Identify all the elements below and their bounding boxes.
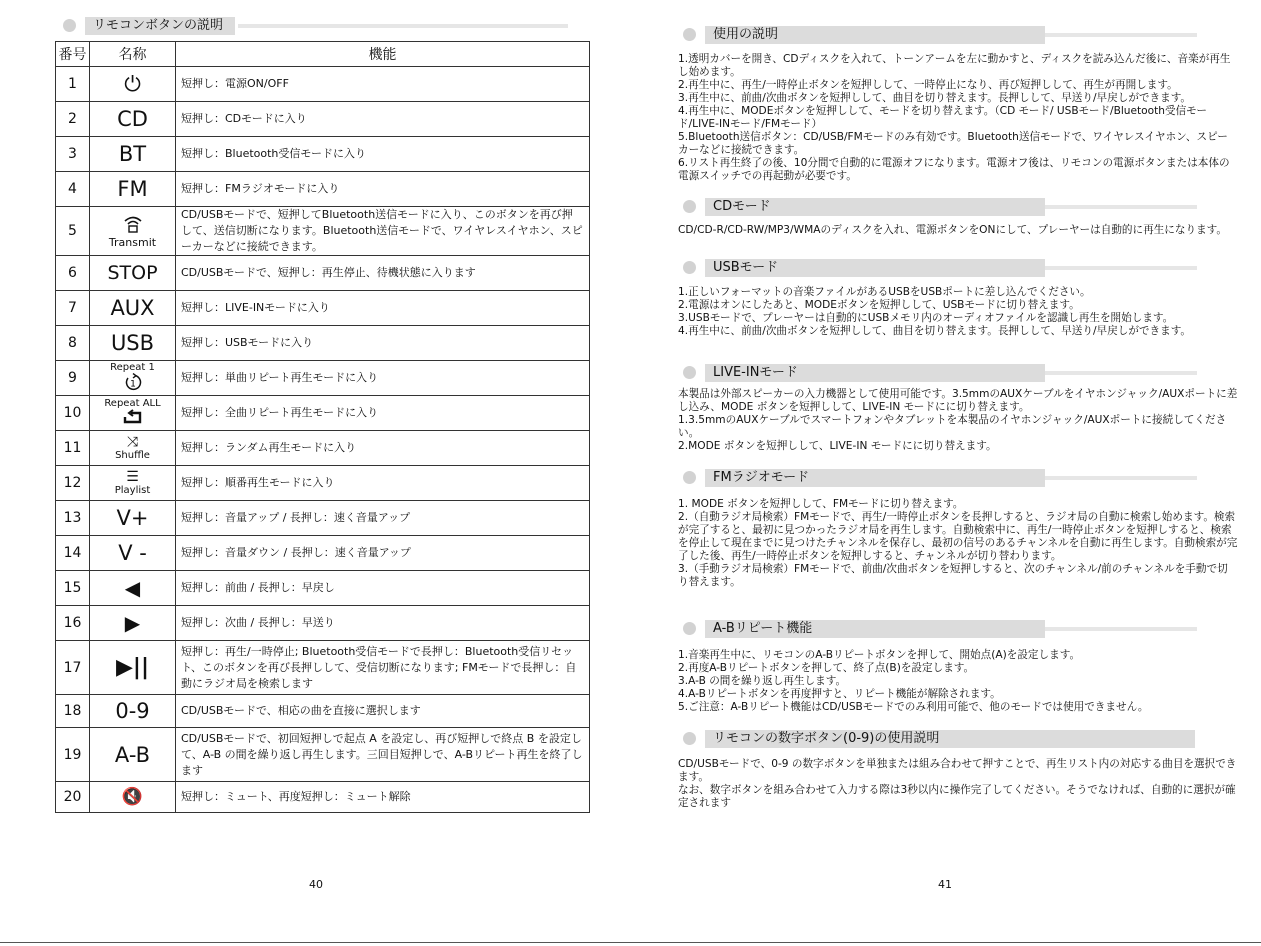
table-row: 17 ▶|| 短押し：再生/一時停止; Bluetooth受信モードで長押し：Bluetooth受信リセット、このボタンを再び長押しして、受信切断になります; FMモードで長押し：自動にラジオ局を検索します: [56, 641, 590, 695]
aux-label: AUX: [90, 291, 176, 326]
left-page: [0, 0, 630, 946]
section-title: リモコンボタンの説明: [93, 18, 224, 33]
table-row: 9 Repeat 1 1 短押し：単曲リピート再生モードに入り: [56, 361, 590, 396]
page-number: 40: [309, 878, 323, 891]
transmit-icon: [122, 215, 144, 233]
bullet-dot-icon: [683, 28, 696, 41]
svg-text:1: 1: [129, 379, 136, 389]
table-row: 4 FM 短押し：FMラジオモードに入り: [56, 172, 590, 207]
bullet-dot-icon: [683, 200, 696, 213]
usage-section-header: 使用の説明: [683, 26, 1203, 44]
table-row: 11 ⤨ Shuffle 短押し：ランダム再生モードに入り: [56, 431, 590, 466]
shuffle-label: Shuffle: [115, 450, 150, 461]
previous-track-icon: ◀: [124, 576, 141, 600]
ab-repeat-section-body: 1.音楽再生中に、リモコンのA-Bリピートボタンを押して、開始点(A)を設定します。 2.再度A-Bリピートボタンを押して、終了点(B)を設定します。 3.A-B の間を繰り返し再生します。 4.A-Bリピートボタンを再度押すと、リピート機能が解除されます。 5.ご注意：A-Bリピート機能はCD/USBモードでのみ利用可能で、他のモードでは使用できません。: [678, 649, 1149, 713]
usb-mode-section-header: USBモード: [683, 259, 1203, 277]
power-icon: ⏻: [124, 72, 141, 96]
table-row: 19 A-B CD/USBモードで、初回短押しで起点 A を設定し、再び短押しで終点 B を設定して、A-B の間を繰り返し再生します。三回目短押しで、A-Bリピート再生を終了します: [56, 728, 590, 782]
repeat-all-icon: [122, 409, 144, 425]
repeat-1-label: Repeat 1: [110, 361, 155, 373]
table-row: 7 AUX 短押し：LIVE-INモードに入り: [56, 291, 590, 326]
bullet-dot-icon: [683, 471, 696, 484]
mute-icon: 🔇: [121, 787, 144, 807]
header-function: 機能: [176, 42, 590, 67]
table-row: 8 USB 短押し：USBモードに入り: [56, 326, 590, 361]
usage-section-body: 1.透明カバーを開き、CDディスクを入れて、トーンアームを左に動かすと、ディスクを読み込んだ後に、音楽が再生し始めます。 2.再生中に、再生/一時停止ボタンを短押しして、一時停止になり、再び短押しして、再生が再開します。 3.再生中に、前曲/次曲ボタンを短押しして、曲目を切り替えます。長押しして、早送り/早戻しができます。 4.再生中に、MODEボタンを短押しして、モードを切り替えます。（CD モード/ USBモード/Bluetooth受信モード/LIVE-INモード/FMモード） 5.Bluetooth送信ボタン：CD/USB/FMモードのみ有効です。Bluetooth送信モードで、ワイヤレスイヤホン、スピーカーなどに接続できます。 6.リスト再生終了の後、10分間で自動的に電源オフになります。電源オフ後は、リモコンの電源ボタンまたは本体の電源スイッチでの再起動が必要です。: [678, 53, 1231, 182]
cd-label: CD: [90, 102, 176, 137]
stop-label: STOP: [90, 256, 176, 291]
table-row: 20 🔇 短押し：ミュート、再度短押し：ミュート解除: [56, 782, 590, 813]
table-row: 1 ⏻ 短押し：電源ON/OFF: [56, 67, 590, 102]
remote-buttons-table: [55, 41, 590, 813]
fm-label: FM: [90, 172, 176, 207]
playlist-label: Playlist: [114, 485, 151, 496]
playlist-icon: ☰: [126, 469, 139, 485]
table-row: 5 Transmit CD/USBモードで、短押してBluetooth送信モードに入り、このボタンを再び押して、送信切断になります。Bluetooth送信モードで、ワイヤレスイヤホン、スピーカーなどに接続できます。: [56, 207, 590, 256]
ab-repeat-label: A-B: [90, 728, 176, 782]
fm-radio-section-header: FMラジオモード: [683, 469, 1203, 487]
table-row: 14 V - 短押し：音量ダウン / 長押し：速く音量アップ: [56, 536, 590, 571]
table-row: 2 CD 短押し：CDモードに入り: [56, 102, 590, 137]
play-pause-icon: ▶||: [116, 654, 149, 680]
usb-mode-section-body: 1.正しいフォーマットの音楽ファイルがあるUSBをUSBポートに差し込んでください。 2.電源はオンにしたあと、MODEボタンを短押しして、USBモードに切り替えます。 3.USBモードで、プレーヤーは自動的にUSBメモリ内のオーディオファイルを認識し再生を開始します。 4.再生中に、前曲/次曲ボタンを短押しして、曲目を切り替えます。長押しして、早送り/早戻しができます。: [678, 286, 1192, 337]
bt-label: BT: [90, 137, 176, 172]
shuffle-icon: ⤨: [126, 434, 139, 450]
table-row: 10 Repeat ALL 短押し：全曲リピート再生モードに入り: [56, 396, 590, 431]
table-row: 12 ☰ Playlist 短押し：順番再生モードに入り: [56, 466, 590, 501]
remote-buttons-section-header: [63, 17, 583, 35]
live-in-mode-section-header: LIVE-INモード: [683, 364, 1203, 382]
table-row: 6 STOP CD/USBモードで、短押し：再生停止、待機状態に入ります: [56, 256, 590, 291]
live-in-mode-section-body: 本製品は外部スピーカーの入力機器として使用可能です。3.5mmのAUXケーブルをイヤホンジャック/AUXポートに差し込み、MODE ボタンを短押しして、LIVE-IN モードにに切り替えます。 1.3.5mmのAUXケーブルでスマートフォンやタブレットを本製品のイヤホンジャック/AUXポートに接続してください。 2.MODE ボタンを短押しして、LIVE-IN モードにに切り替えます。: [678, 388, 1238, 452]
header-name: 名称: [90, 42, 176, 67]
transmit-label: Transmit: [108, 235, 157, 249]
bullet-dot-icon: [683, 622, 696, 635]
table-row: 18 0-9 CD/USBモードで、相応の曲を直接に選択します: [56, 695, 590, 728]
bullet-dot-icon: [683, 366, 696, 379]
next-track-icon: ▶: [124, 611, 141, 635]
cd-mode-section-body: CD/CD-R/CD-RW/MP3/WMAのディスクを入れ、電源ボタンをONにして、プレーヤーは自動的に再生になります。: [678, 224, 1228, 236]
fm-radio-section-body: 1. MODE ボタンを短押しして、FMモードに切り替えます。 2.（自動ラジオ局検索）FMモードで、再生/一時停止ボタンを長押しすると、ラジオ局の自動に検索し始めます。検索が完了すると、最初に見つかったラジオ局を再生します。自動検索中に、再生/一時停止ボタンを短押しすると、検索を停止して現在までに見つけたチャンネルを保存し、最初の信号のあるチャンネルを自動に再生します。自動検索が完了した後、再生/一時停止ボタンを短押しすると、チャンネルが切り替わります。 3.（手動ラジオ局検索）FMモードで、前曲/次曲ボタンを短押しすると、次のチャンネル/前のチャンネルを手動で切り替えます。: [678, 498, 1238, 588]
repeat-one-icon: [124, 373, 142, 391]
number-keys-label: 0-9: [90, 695, 176, 728]
bullet-dot-icon: [683, 732, 696, 745]
repeat-all-label: Repeat ALL: [104, 397, 161, 409]
number-keys-section-header: リモコンの数字ボタン(0-9)の使用説明: [683, 730, 1203, 748]
cd-mode-section-header: CDモード: [683, 198, 1203, 216]
table-row: 16 ▶ 短押し：次曲 / 長押し：早送り: [56, 606, 590, 641]
volume-up-label: V+: [90, 501, 176, 536]
table-row: 13 V+ 短押し：音量アップ / 長押し：速く音量アップ: [56, 501, 590, 536]
volume-down-label: V -: [90, 536, 176, 571]
table-row: 3 BT 短押し：Bluetooth受信モードに入り: [56, 137, 590, 172]
table-header-row: [56, 42, 590, 67]
ab-repeat-section-header: A-Bリピート機能: [683, 620, 1203, 638]
usb-label: USB: [90, 326, 176, 361]
number-keys-section-body: CD/USBモードで、0-9 の数字ボタンを単独または組み合わせて押すことで、再生リスト内の対応する曲目を選択できます。 なお、数字ボタンを組み合わせて入力する際は3秒以内に操作完了してください。そうでなければ、自動的に選択が確定されます: [678, 758, 1237, 809]
right-page: [630, 0, 1261, 946]
bullet-dot-icon: [63, 19, 76, 32]
bullet-dot-icon: [683, 261, 696, 274]
header-number: 番号: [56, 42, 90, 67]
page-number: 41: [938, 878, 952, 891]
bottom-divider: [0, 942, 1261, 943]
table-row: 15 ◀ 短押し：前曲 / 長押し：早戻し: [56, 571, 590, 606]
